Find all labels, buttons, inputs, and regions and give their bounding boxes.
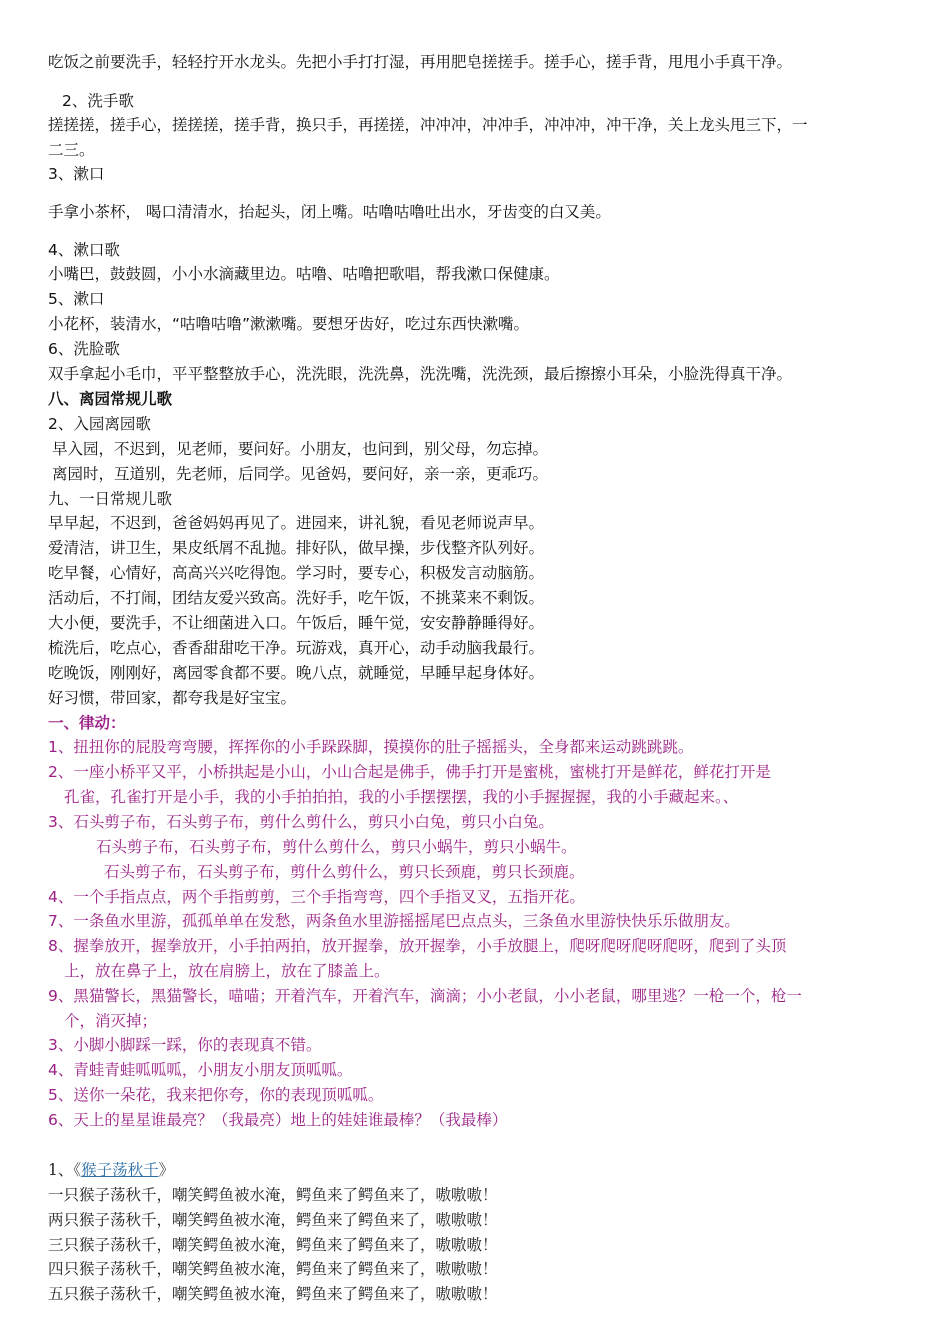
text-line: 早入园，不迟到，见老师，要问好。小朋友，也问到，别父母，勿忘掉。 — [52, 440, 549, 458]
text-line: 石头剪子布，石头剪子布，剪什么剪什么，剪只小蜗牛，剪只小蜗牛。 — [96, 838, 577, 856]
text-line: 3、石头剪子布，石头剪子布，剪什么剪什么，剪只小白兔，剪只小白兔。 — [48, 813, 554, 831]
text-line: 一只猴子荡秋千，嘲笑鳄鱼被水淹，鳄鱼来了鳄鱼来了，嗷嗷嗷！ — [48, 1186, 498, 1204]
text-line: 吃晚饭，刚刚好，离园零食都不要。晚八点，就睡觉，早睡早起身体好。 — [48, 664, 545, 682]
text-line: 8、握拳放开，握拳放开，小手拍两拍，放开握拳，放开握拳，小手放腿上，爬呀爬呀爬呀爬呀，爬到了头顶 — [48, 937, 787, 955]
text-line: 3、漱口 — [48, 165, 105, 183]
text-line: 九、一日常规儿歌 — [48, 490, 173, 508]
text-line: 5、漱口 — [48, 290, 105, 308]
text-line: 1、扭扭你的屁股弯弯腰，挥挥你的小手跺跺脚，摸摸你的肚子摇摇头，全身都来运动跳跳跳。 — [48, 738, 694, 756]
text-line: 9、黑猫警长，黑猫警长，喵喵；开着汽车，开着汽车，滴滴；小小老鼠，小小老鼠，哪里逃？一枪一个，枪一 — [48, 987, 802, 1005]
text-line: 三只猴子荡秋千，嘲笑鳄鱼被水淹，鳄鱼来了鳄鱼来了，嗷嗷嗷！ — [48, 1236, 498, 1254]
text-line: 吃早餐，心情好，高高兴兴吃得饱。学习时，要专心，积极发言动脑筋。 — [48, 564, 545, 582]
text-line: 石头剪子布，石头剪子布，剪什么剪什么，剪只长颈鹿，剪只长颈鹿。 — [104, 863, 585, 881]
song-heading-prefix: 1、《 — [48, 1161, 82, 1179]
text-line: 7、一条鱼水里游，孤孤单单在发愁，两条鱼水里游摇摇尾巴点点头，三条鱼水里游快快乐乐做朋友。 — [48, 912, 740, 930]
text-line: 3、小脚小脚踩一踩，你的表现真不错。 — [48, 1036, 322, 1054]
text-line: 孔雀，孔雀打开是小手，我的小手拍拍拍，我的小手摆摆摆，我的小手握握握，我的小手藏起来。、 — [64, 788, 739, 806]
text-line: 个，消灭掉； — [64, 1012, 158, 1030]
text-line: 上，放在鼻子上，放在肩膀上，放在了膝盖上。 — [64, 962, 390, 980]
text-line: 6、天上的星星谁最亮？（我最亮）地上的娃娃谁最棒？（我最棒） — [48, 1111, 508, 1129]
song-heading-suffix: 》 — [158, 1161, 175, 1179]
text-line: 2、入园离园歌 — [48, 415, 151, 433]
text-line: 离园时，互道别，先老师，后同学。见爸妈，要问好，亲一亲，更乖巧。 — [52, 465, 549, 483]
text-line: 五只猴子荡秋千，嘲笑鳄鱼被水淹，鳄鱼来了鳄鱼来了，嗷嗷嗷！ — [48, 1285, 498, 1303]
text-line: 4、一个手指点点，两个手指剪剪，三个手指弯弯，四个手指叉叉，五指开花。 — [48, 888, 585, 906]
text-line: 手拿小茶杯， 喝口清清水，抬起头，闭上嘴。咕噜咕噜吐出水，牙齿变的白又美。 — [48, 203, 611, 221]
text-line: 搓搓搓，搓手心，搓搓搓，搓手背，换只手，再搓搓，冲冲冲，冲冲手，冲冲冲，冲干净，关上龙头甩三下，一 — [48, 116, 808, 134]
text-line: 一、律动： — [48, 714, 126, 732]
song-heading — [48, 1159, 174, 1181]
text-line: 2、一座小桥平又平，小桥拱起是小山，小山合起是佛手，佛手打开是蜜桃，蜜桃打开是鲜花，鲜花打开是 — [48, 763, 771, 781]
text-line: 好习惯，带回家，都夸我是好宝宝。 — [48, 689, 297, 707]
text-line: 4、漱口歌 — [48, 241, 120, 259]
text-line: 小花杯，装清水，“咕噜咕噜”漱漱嘴。要想牙齿好，吃过东西快漱嘴。 — [48, 315, 530, 333]
text-line: 6、洗脸歌 — [48, 340, 120, 358]
text-line: 4、青蛙青蛙呱呱呱，小朋友小朋友顶呱呱。 — [48, 1061, 353, 1079]
text-line: 吃饭之前要洗手，轻轻拧开水龙头。先把小手打打湿，再用肥皂搓搓手。搓手心，搓手背，甩甩小手真干净。 — [48, 53, 793, 71]
text-line: 八、离园常规儿歌 — [48, 390, 173, 408]
text-line: 梳洗后，吃点心，香香甜甜吃干净。玩游戏，真开心，动手动脑我最行。 — [48, 639, 545, 657]
text-line: 小嘴巴，鼓鼓圆，小小水滴藏里边。咕噜、咕噜把歌唱，帮我漱口保健康。 — [48, 265, 560, 283]
text-line: 活动后，不打闹，团结友爱兴致高。洗好手，吃午饭，不挑菜来不剩饭。 — [48, 589, 545, 607]
text-line: 双手拿起小毛巾，平平整整放手心，洗洗眼，洗洗鼻，洗洗嘴，洗洗颈，最后擦擦小耳朵，小脸洗得真干净。 — [48, 365, 793, 383]
text-line: 四只猴子荡秋千，嘲笑鳄鱼被水淹，鳄鱼来了鳄鱼来了，嗷嗷嗷！ — [48, 1260, 498, 1278]
text-line: 早早起，不迟到，爸爸妈妈再见了。进园来，讲礼貌，看见老师说声早。 — [48, 514, 545, 532]
text-line: 大小便，要洗手，不让细菌进入口。午饭后，睡午觉，安安静静睡得好。 — [48, 614, 545, 632]
text-line: 两只猴子荡秋千，嘲笑鳄鱼被水淹，鳄鱼来了鳄鱼来了，嗷嗷嗷！ — [48, 1211, 498, 1229]
song-title-link[interactable]: 猴子荡秋千 — [81, 1161, 159, 1179]
text-line: 5、送你一朵花，我来把你夸，你的表现顶呱呱。 — [48, 1086, 384, 1104]
text-line: 2、洗手歌 — [62, 92, 134, 110]
text-line: 二三。 — [48, 141, 95, 159]
text-line: 爱清洁，讲卫生，果皮纸屑不乱抛。排好队，做早操，步伐整齐队列好。 — [48, 539, 545, 557]
